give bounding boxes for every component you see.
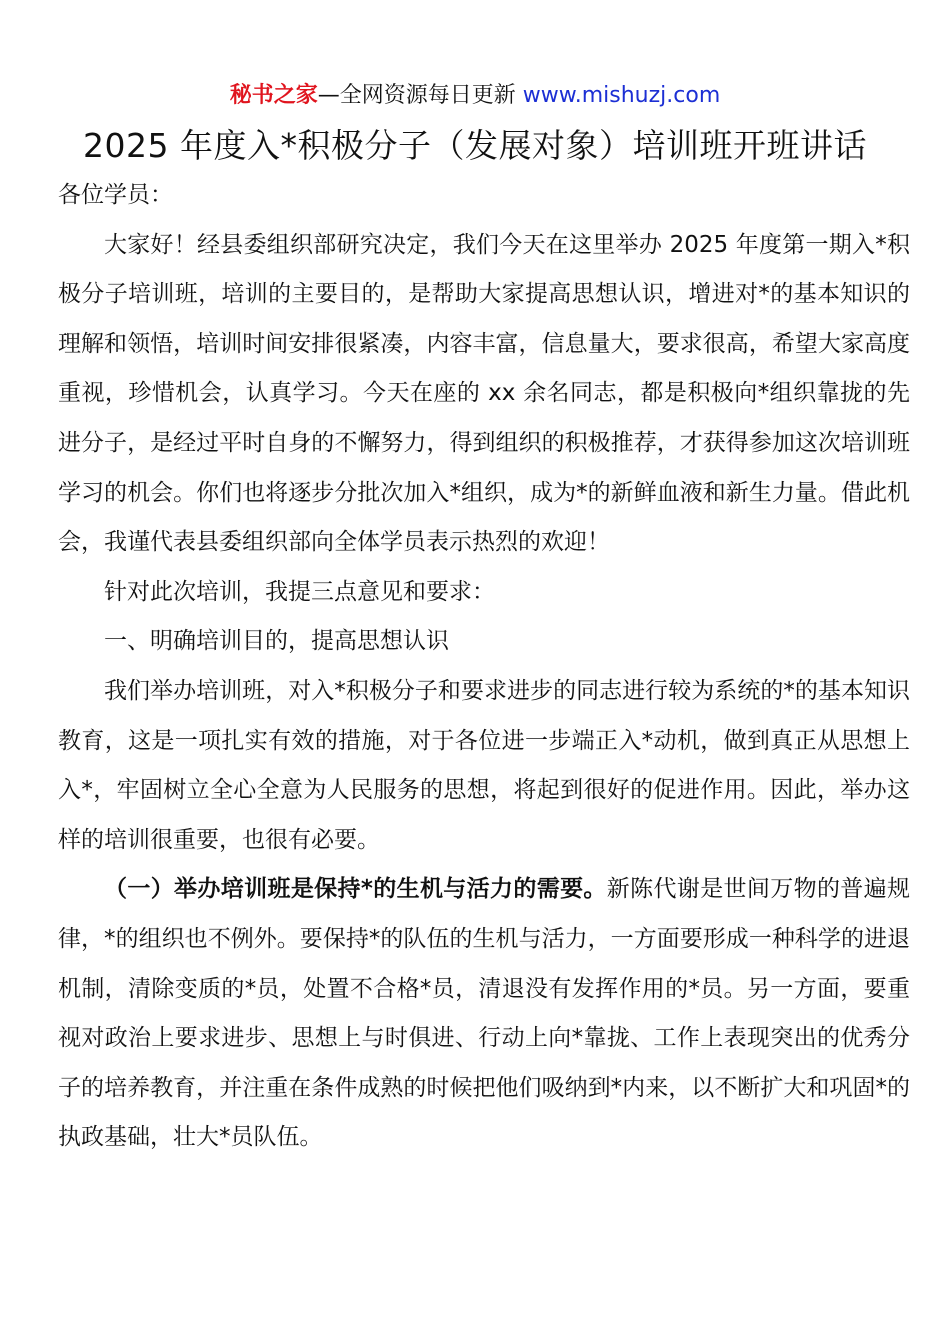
document-body — [58, 171, 910, 1163]
paragraph-subsection-1 — [58, 865, 910, 1163]
subsection-1-lead: （一）举办培训班是保持*的生机与活力的需要。 — [104, 876, 607, 903]
subsection-1-body: 新陈代谢是世间万物的普遍规律，*的组织也不例外。要保持*的队伍的生机与活力，一方面要形成一种科学的进退机制，清除变质的*员，处置不合格*员，清退没有发挥作用的*员。另一方面，要重视对政治上要求进步、思想上与时俱进、行动上向*靠拢、工作上表现突出的优秀分子的培养教育，并注重在条件成熟的时候把他们吸纳到*内来，以不断扩大和巩固*的执政基础，壮大*员队伍。 — [58, 876, 911, 1151]
paragraph-requirements-intro: 针对此次培训，我提三点意见和要求： — [104, 578, 495, 605]
paragraph-opening: 大家好！经县委组织部研究决定，我们今天在这里举办 2025 年度第一期入*积极分子培训班，培训的主要目的，是帮助大家提高思想认识，增进对*的基本知识的理解和领悟，培训时间安排很紧凑，内容丰富，信息量大，要求很高，希望大家高度重视，珍惜机会，认真学习。今天在座的 xx 余名同志，都是积极向*组织靠拢的先进分子，是经过平时自身的不懈努力，得到组织的积极推荐，才获得参加这次培训班学习的机会。你们也将逐步分批次加入*组织，成为*的新鲜血液和新生力量。借此机会，我谨代表县委组织部向全体学员表示热烈的欢迎！ — [58, 231, 911, 556]
site-url-link[interactable]: www.mishuzj.com — [522, 83, 721, 108]
salutation: 各位学员： — [58, 182, 173, 208]
paragraph-training-purpose: 我们举办培训班，对入*积极分子和要求进步的同志进行较为系统的*的基本知识教育，这是一项扎实有效的措施，对于各位进一步端正入*动机，做到真正从思想上入*，牢固树立全心全意为人民服务的思想，将起到很好的促进作用。因此，举办这样的培训很重要，也很有必要。 — [58, 677, 910, 853]
site-header — [0, 80, 950, 112]
document-title: 2025 年度入*积极分子（发展对象）培训班开班讲话 — [83, 126, 867, 165]
section-heading-1: 一、明确培训目的，提高思想认识 — [104, 628, 449, 655]
site-tagline: —全网资源每日更新 — [317, 83, 523, 108]
site-brand: 秘书之家 — [229, 83, 318, 108]
